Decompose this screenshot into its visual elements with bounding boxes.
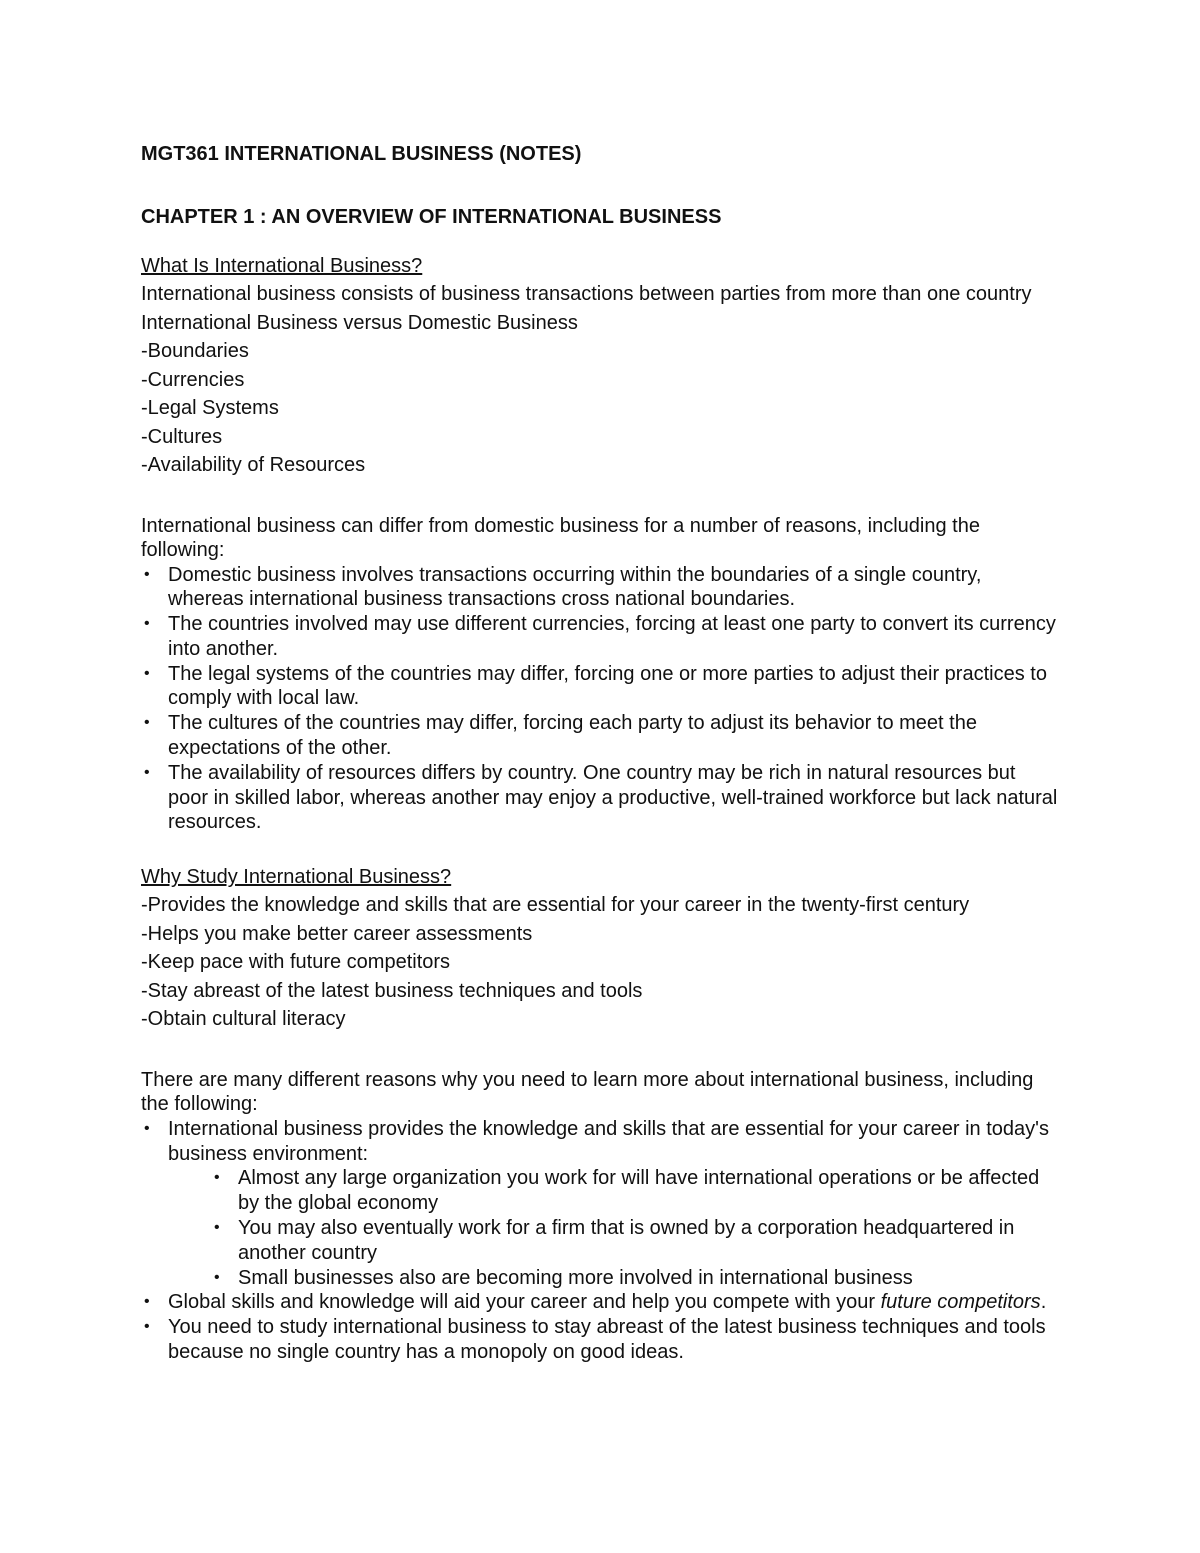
chapter-title: CHAPTER 1 : AN OVERVIEW OF INTERNATIONAL BUSINESS bbox=[141, 206, 722, 228]
italic-phrase: future competitors bbox=[880, 1291, 1041, 1314]
dash-item: -Stay abreast of the latest business techniques and tools bbox=[141, 979, 643, 1002]
list-item: • The legal systems of the countries may differ, forcing one or more parties to adjust their practices to comply with local law. bbox=[144, 662, 1047, 710]
spacer bbox=[141, 480, 1061, 508]
dash-item: -Cultures bbox=[141, 425, 223, 448]
list-item: • International business provides the knowledge and skills that are essential for your career in today's business environment: bbox=[144, 1117, 1049, 1165]
definition-paragraph: International business consists of business transactions between parties from more than one country bbox=[141, 283, 1032, 305]
section-heading-what-is: What Is International Business? bbox=[141, 255, 423, 277]
list-item: • Almost any large organization you work for will have international operations or be affected by the global economy bbox=[214, 1167, 1040, 1215]
dash-item: -Legal Systems bbox=[141, 397, 279, 419]
list-item: • The availability of resources differs by country. One country may be rich in natural resources but poor in skilled labor, whereas another may enjoy a productive, well-trained workforce but lack natural resources. bbox=[144, 761, 1058, 834]
list-item: • Domestic business involves transactions occurring within the boundaries of a single country, whereas international business transactions cross national boundaries. bbox=[144, 563, 982, 611]
dash-item: -Boundaries bbox=[141, 340, 249, 362]
list-item: • Small businesses also are becoming more involved in international business bbox=[214, 1266, 913, 1289]
dash-item: -Currencies bbox=[141, 368, 245, 391]
section-heading-why-study: Why Study International Business? bbox=[141, 866, 452, 889]
bullet-icon: • bbox=[144, 763, 150, 781]
bullet-icon: • bbox=[144, 615, 150, 633]
differences-intro: International business can differ from domestic business for a number of reasons, including the following: bbox=[141, 514, 980, 561]
dash-item: -Helps you make better career assessments bbox=[141, 922, 533, 945]
list-item: • You may also eventually work for a firm that is owned by a corporation headquartered in another country bbox=[214, 1216, 1015, 1264]
spacer bbox=[141, 1034, 1061, 1062]
reasons-list bbox=[141, 1117, 1061, 1167]
versus-line: International Business versus Domestic Business bbox=[141, 311, 578, 334]
bullet-icon: • bbox=[144, 714, 150, 732]
bullet-icon: • bbox=[144, 664, 150, 682]
bullet-icon: • bbox=[144, 1318, 150, 1336]
list-item: • Global skills and knowledge will aid your career and help you compete with your future competitors. bbox=[144, 1291, 1047, 1314]
list-item: • You need to study international business to stay abreast of the latest business techniques and tools because no single country has a monopoly on good ideas. bbox=[144, 1316, 1046, 1363]
dash-item: -Obtain cultural literacy bbox=[141, 1008, 346, 1031]
reasons-intro: There are many different reasons why you need to learn more about international business, including the following: bbox=[141, 1068, 1034, 1116]
list-item: • The countries involved may use different currencies, forcing at least one party to convert its currency into another. bbox=[144, 613, 1056, 660]
bullet-icon: • bbox=[144, 1293, 150, 1311]
document-page bbox=[141, 140, 1061, 1365]
bullet-icon: • bbox=[144, 565, 150, 583]
reasons-list-continued bbox=[141, 1290, 1061, 1364]
list-item: • The cultures of the countries may differ, forcing each party to adjust its behavior to meet the expectations of the other. bbox=[144, 712, 977, 760]
spacer bbox=[141, 835, 1061, 863]
document-title: MGT361 INTERNATIONAL BUSINESS (NOTES) bbox=[141, 143, 582, 165]
dash-item: -Provides the knowledge and skills that are essential for your career in the twenty-first century bbox=[141, 894, 970, 917]
bullet-icon: • bbox=[214, 1218, 220, 1236]
dash-item: -Availability of Resources bbox=[141, 454, 366, 476]
reasons-sublist bbox=[211, 1166, 1061, 1290]
differences-list bbox=[141, 563, 1061, 836]
bullet-icon: • bbox=[214, 1169, 220, 1187]
dash-item: -Keep pace with future competitors bbox=[141, 951, 451, 974]
bullet-icon: • bbox=[214, 1268, 220, 1286]
bullet-icon: • bbox=[144, 1119, 150, 1137]
